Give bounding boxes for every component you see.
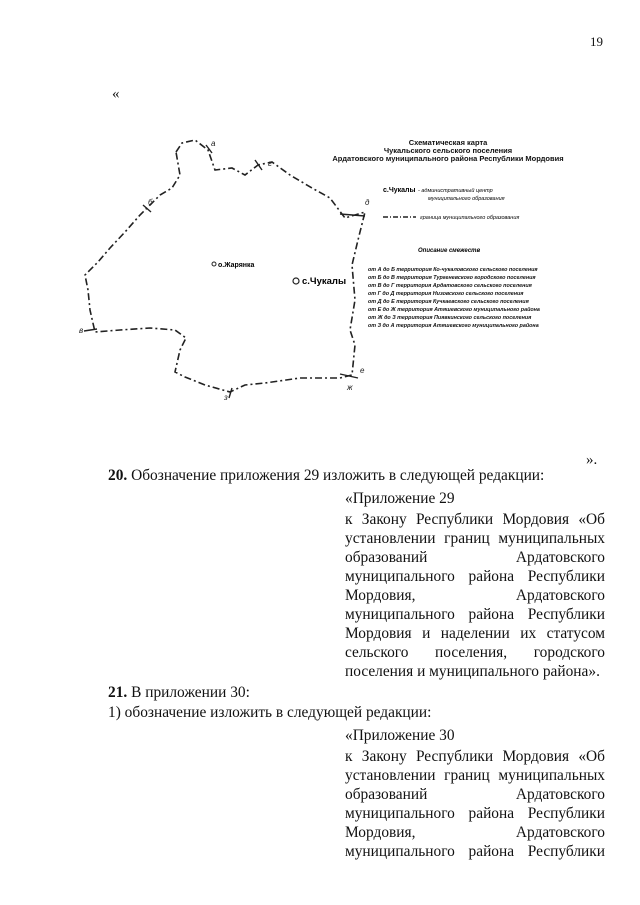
closing-quote: ». [586,452,598,468]
description-line-6: от Е до Ж территория Атяшевского муниципального района [368,307,540,313]
point-label-e: в [79,326,84,335]
point-label-g: ж [347,383,353,392]
legend-border-desc: граница муниципального образования [420,215,520,221]
item-21-appendix-line-6: муниципального района Республики [345,843,605,860]
legend-center-label: с.Чукалы [383,187,416,194]
item-20-number: 20. [108,467,128,484]
item-21-appendix-line-4: муниципального района Республики [345,805,605,822]
item-21-sub-1: 1) обозначение изложить в следующей редакции: [108,704,432,721]
point-label-d: д [365,198,370,207]
map-title-line-3: Ардатовского муниципального района Республики Мордовия [332,154,564,163]
description-line-5: от Д до Е территория Кучкаевского сельского поселения [368,299,529,305]
item-20-appendix-line-2: установлении границ муниципальных [345,530,605,547]
item-21-appendix-line-2: установлении границ муниципальных [345,767,605,784]
item-20-appendix-line-1: к Закону Республики Мордовия «Об [345,511,605,528]
item-21-appendix-title: «Приложение 30 [345,727,455,744]
description-line-7: от Ж до З территория Пиявкинского сельского поселения [368,315,532,321]
village-main-label: с.Чукалы [302,276,347,287]
legend-center-desc-2: муниципального образования [428,196,505,202]
description-line-3: от В до Г территория Ардатовского сельского поселения [368,283,532,289]
item-20-appendix-line-7: Мордовия и наделении их статусом [345,625,605,642]
map-title-line-1: Схематическая карта [408,138,488,147]
point-label-h: з [224,393,228,402]
item-21-text: В приложении 30: [127,684,250,701]
item-20-appendix-line-6: муниципального района Республики [345,606,605,623]
item-20-appendix-line-3: образований Ардатовского [345,549,605,566]
item-21-appendix-line-3: образований Ардатовского [345,786,605,803]
item-20-appendix-line-8: сельского поселения, городского [345,644,605,661]
map-title-line-2: Чукальского сельского поселения [383,146,513,155]
item-20-heading [108,467,544,485]
item-20-appendix-line-5: Мордовия, Ардатовского [345,587,605,604]
item-21-heading [108,684,250,702]
point-label-b: г [268,159,272,168]
point-label-c: б [148,198,153,207]
item-20-text: Обозначение приложения 29 изложить в следующей редакции: [127,467,545,484]
item-21-appendix-line-1: к Закону Республики Мордовия «Об [345,748,605,765]
description-line-1: от А до Б территория Ко-чукаловского сельского поселения [368,267,538,273]
description-line-4: от Г до Д территория Низовского сельского поселения [368,291,524,297]
point-ticks [84,145,365,398]
description-line-2: от Б до В территория Тургеневского городского поселения [368,275,536,281]
village-small-label: о.Жарянка [218,262,255,269]
point-label-a: а [211,139,216,148]
page-number: 19 [590,34,603,49]
point-label-f: е [360,366,365,375]
item-20-appendix-title: «Приложение 29 [345,490,455,507]
legend-center-desc-1: - административный центр [418,188,493,194]
item-21-number: 21. [108,684,128,701]
descriptions-title: Описание смежеств [418,248,481,254]
item-20-appendix-line-9: поселения и муниципального района». [345,663,600,680]
item-21-appendix-line-5: Мордовия, Ардатовского [345,824,605,841]
opening-quote: « [112,86,120,102]
description-line-8: от З до А территория Атяшевского муниципального района [368,323,539,329]
item-20-appendix-line-4: муниципального района Республики [345,568,605,585]
